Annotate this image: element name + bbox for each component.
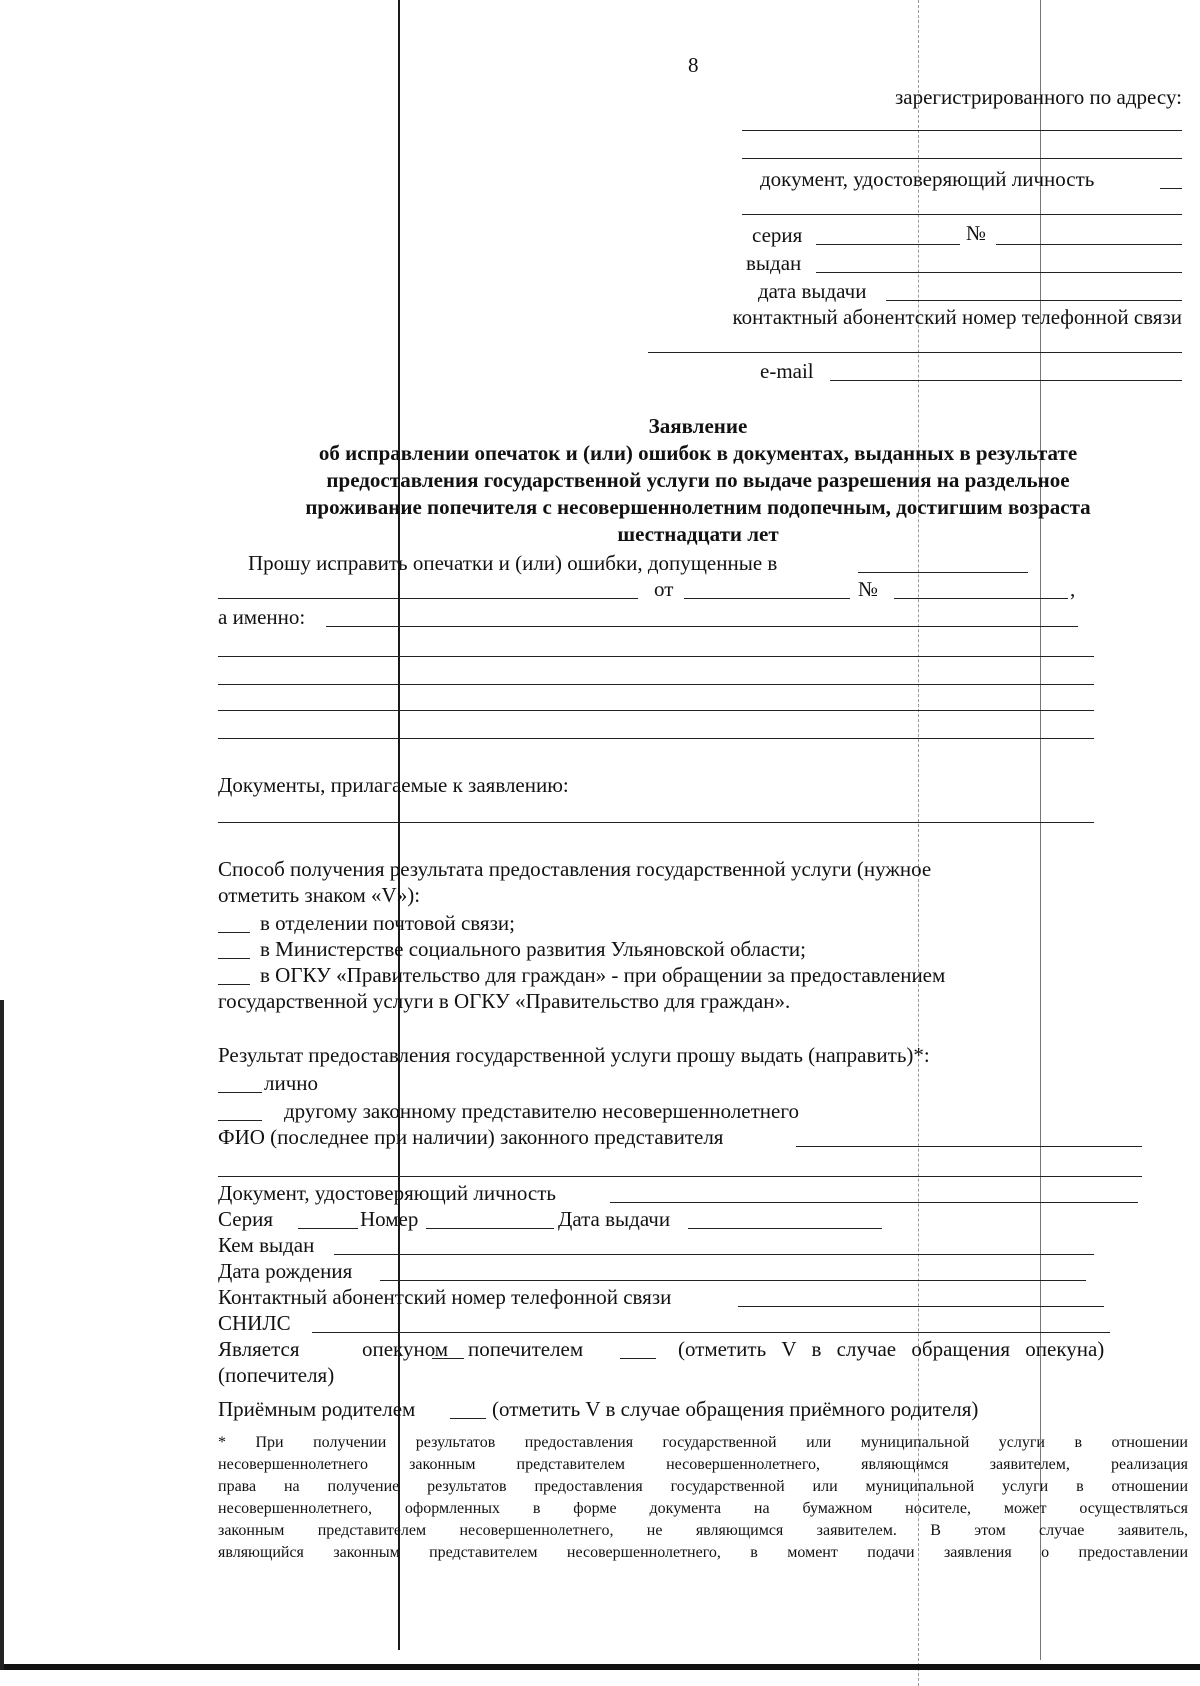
rep-snils-label: СНИЛС — [218, 1311, 291, 1335]
namely-line-2 — [218, 656, 1094, 657]
method-text-line-2: отметить знаком «V»): — [218, 883, 421, 907]
rep-series-label: Серия — [218, 1207, 273, 1231]
issue-date-label: дата выдачи — [758, 279, 867, 303]
page-number: 8 — [688, 53, 699, 77]
request-comma: , — [1070, 577, 1076, 601]
rep-is-label: Является — [218, 1337, 300, 1361]
rep-fio-label: ФИО (последнее при наличии) законного представителя — [218, 1125, 724, 1149]
option-ministry: в Министерстве социального развития Ульяновской области; — [260, 937, 806, 961]
result-other-label: другому законному представителю несовершеннолетнего — [284, 1099, 799, 1123]
attachments-label: Документы, прилагаемые к заявлению: — [218, 773, 569, 797]
footnote-line: законным представителем несовершеннолетнего, не являющимся заявителем. В этом случае заявитель, — [218, 1522, 1188, 1539]
issued-by-label: выдан — [746, 251, 802, 275]
document-title-line-2: предоставления государственной услуги по выдаче разрешения на раздельное — [326, 468, 1070, 492]
rep-fio-line-2 — [218, 1176, 1142, 1177]
issued-by-line — [816, 272, 1182, 273]
number-label: № — [966, 221, 987, 245]
request-doc-line-2 — [218, 598, 638, 599]
rep-number-label: Номер — [360, 1207, 419, 1231]
namely-label: а именно: — [218, 605, 306, 629]
request-number-line — [894, 598, 1068, 599]
id-document-line-2 — [742, 214, 1182, 215]
rep-mark-guardian-line-2: (попечителя) — [218, 1363, 335, 1387]
request-date-line — [684, 598, 850, 599]
option-ogku-line-2: государственной услуги в ОГКУ «Правительство для граждан». — [218, 989, 791, 1013]
namely-line-5 — [218, 738, 1094, 739]
footnote-line: несовершеннолетнего, оформленных в форме документа на бумажном носителе, может осуществляться — [218, 1500, 1188, 1517]
rep-foster-label: Приёмным родителем — [218, 1397, 416, 1421]
footnote-line: * При получении результатов предоставления государственной или муниципальной услуги в отношении — [218, 1434, 1188, 1451]
result-text: Результат предоставления государственной услуги прошу выдать (направить)*: — [218, 1043, 930, 1067]
rep-mark-foster: (отметить V в случае обращения приёмного родителя) — [492, 1397, 979, 1421]
document-title-line-1: об исправлении опечаток и (или) ошибок в документах, выданных в результате — [318, 441, 1078, 465]
rep-trustee-label: попечителем — [468, 1337, 584, 1361]
namely-line-3 — [218, 684, 1094, 685]
address-line-2 — [742, 158, 1182, 159]
rep-phone-label: Контактный абонентский номер телефонной связи — [218, 1285, 672, 1309]
issue-date-line — [886, 300, 1182, 301]
scan-left-edge — [0, 1000, 4, 1670]
namely-line-1 — [326, 626, 1078, 627]
email-line — [830, 380, 1182, 381]
rep-phone-line — [738, 1306, 1104, 1307]
rep-fio-line — [796, 1146, 1142, 1147]
rep-id-document-line — [610, 1202, 1138, 1203]
document-heading: Заявление — [648, 414, 748, 438]
scan-bottom-edge — [0, 1664, 1200, 1670]
request-doc-line — [858, 572, 1028, 573]
option-post-office: в отделении почтовой связи; — [260, 911, 515, 935]
option-3-checkbox-line[interactable] — [218, 984, 250, 985]
address-line-1 — [742, 130, 1182, 131]
email-label: e-mail — [760, 359, 814, 383]
result-personal-label: лично — [264, 1071, 319, 1095]
footnote-line: несовершеннолетнего законным представителем несовершеннолетнего, являющимся заявителем, реализация — [218, 1456, 1188, 1473]
rep-mark-guardian-line-1: (отметить V в случае обращения опекуна) — [678, 1337, 1105, 1361]
phone-line — [648, 352, 1182, 353]
document-title-line-4: шестнадцати лет — [617, 522, 779, 546]
rep-issued-by-label: Кем выдан — [218, 1233, 315, 1257]
rep-birth-date-label: Дата рождения — [218, 1259, 353, 1283]
rep-snils-line — [312, 1332, 1110, 1333]
phone-label: контактный абонентский номер телефонной связи — [732, 305, 1182, 329]
rep-series-line — [298, 1228, 358, 1229]
request-text: Прошу исправить опечатки и (или) ошибки, допущенные в — [248, 551, 778, 575]
footnote-line: права на получение результатов предоставления государственной или муниципальной услуги в отношении — [218, 1478, 1188, 1495]
series-label: серия — [752, 223, 803, 247]
namely-line-4 — [218, 710, 1094, 711]
series-line — [816, 244, 960, 245]
rep-issue-date-label: Дата выдачи — [558, 1207, 671, 1231]
id-document-label: документ, удостоверяющий личность — [760, 167, 1095, 191]
rep-number-line — [426, 1228, 554, 1229]
request-number-label: № — [858, 577, 879, 601]
result-personal-checkbox-line[interactable] — [218, 1092, 262, 1093]
rep-guardian-checkbox-line[interactable] — [432, 1358, 464, 1359]
footnote — [218, 1432, 1188, 1564]
number-line — [996, 244, 1182, 245]
method-text-line-1: Способ получения результата предоставления государственной услуги (нужное — [218, 857, 932, 881]
rep-birth-date-line — [380, 1280, 1086, 1281]
rep-foster-checkbox-line[interactable] — [450, 1418, 486, 1419]
id-document-line — [1160, 188, 1182, 189]
registered-address-label: зарегистрированного по адресу: — [895, 85, 1182, 109]
option-1-checkbox-line[interactable] — [218, 932, 250, 933]
document-title-line-3: проживание попечителя с несовершеннолетним подопечным, достигшим возраста — [305, 495, 1091, 519]
attachments-line — [218, 822, 1094, 823]
option-ogku-line-1: в ОГКУ «Правительство для граждан» - при обращении за предоставлением — [260, 963, 946, 987]
result-other-checkbox-line[interactable] — [218, 1120, 262, 1121]
rep-guardian-label: опекуном — [362, 1337, 449, 1361]
option-2-checkbox-line[interactable] — [218, 958, 250, 959]
footnote-line: являющийся законным представителем несовершеннолетнего, в момент подачи заявления о предоставлении — [218, 1544, 1188, 1561]
rep-trustee-checkbox-line[interactable] — [620, 1358, 656, 1359]
rep-issue-date-line — [688, 1228, 882, 1229]
request-from-label: от — [654, 577, 674, 601]
rep-id-document-label: Документ, удостоверяющий личность — [218, 1181, 556, 1205]
rep-issued-by-line — [334, 1254, 1094, 1255]
scan-fold-line — [1040, 0, 1041, 1660]
